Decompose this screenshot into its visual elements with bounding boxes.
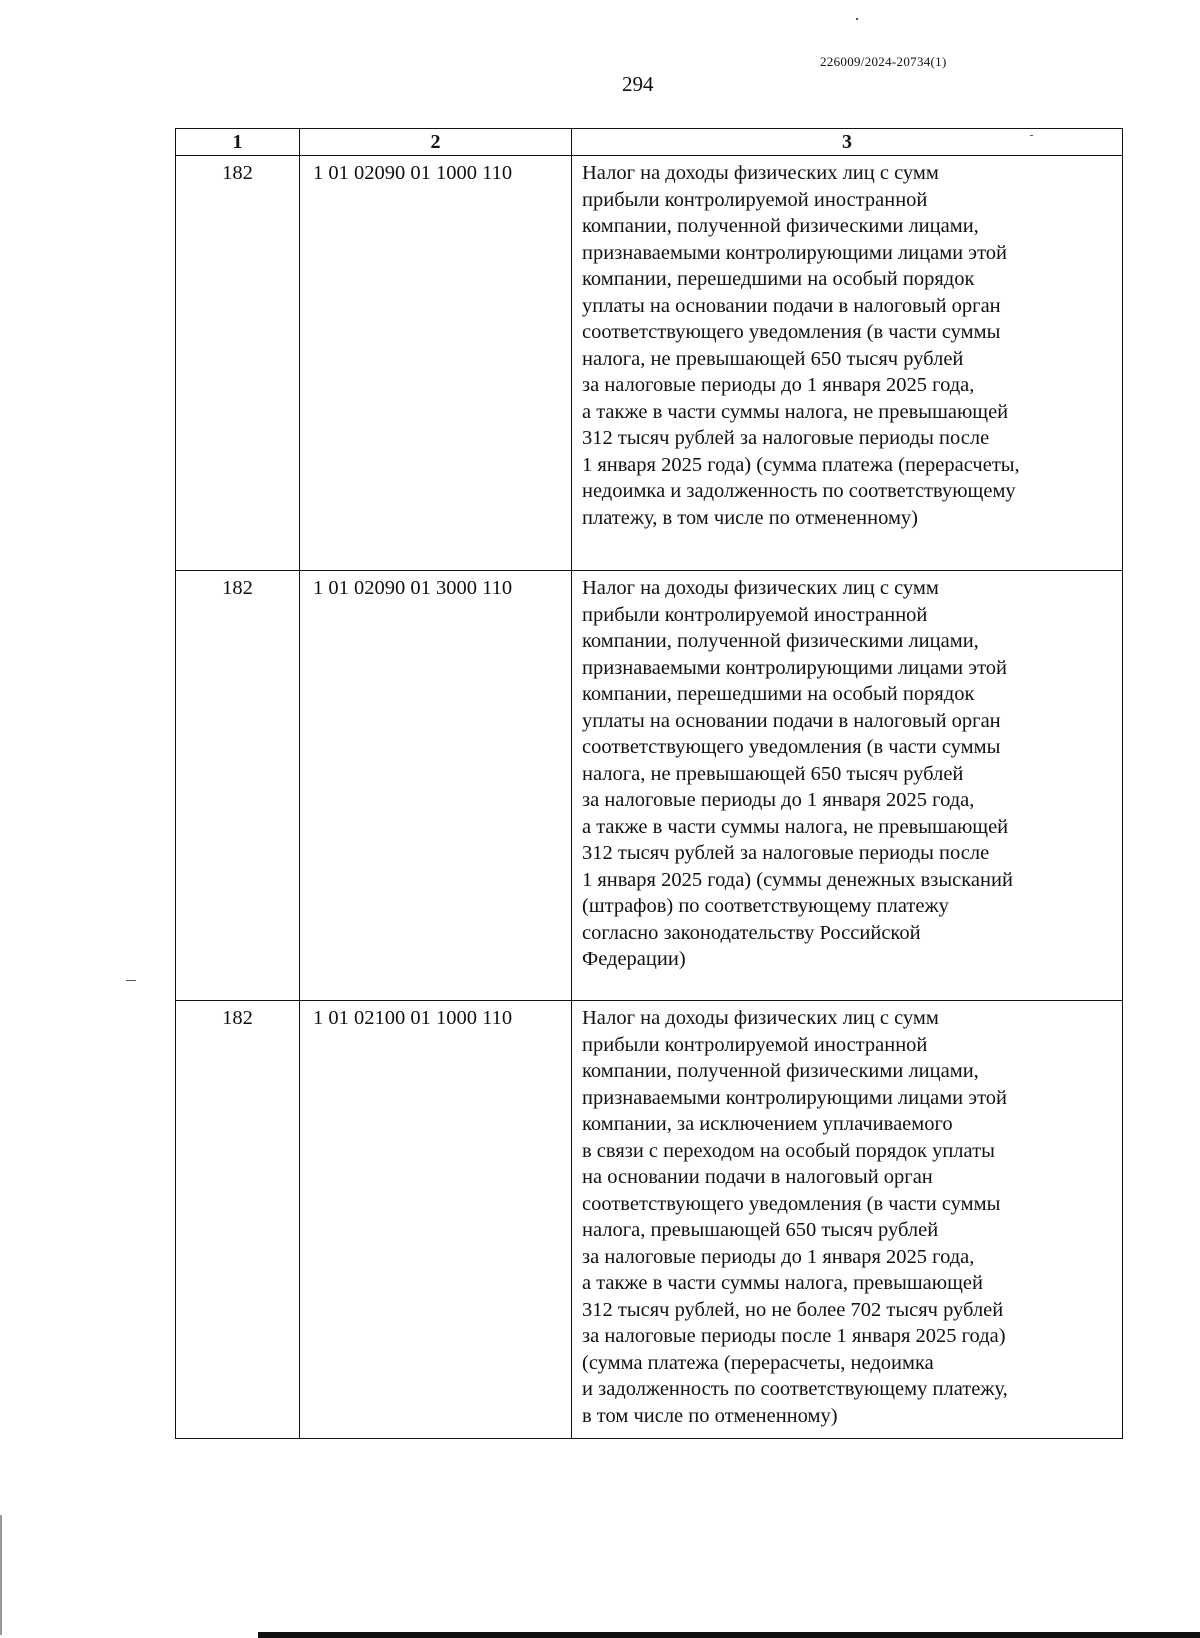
description-line: компании, полученной физическими лицами, xyxy=(582,215,979,237)
scan-speck xyxy=(126,980,136,981)
description-line: налога, не превышающей 650 тысяч рублей xyxy=(582,347,964,370)
description-line: соответствующего уведомления (в части суммы xyxy=(582,1192,1001,1215)
description-line: уплаты на основании подачи в налоговый орган xyxy=(582,709,1001,732)
kbk-code-cell: 1 01 02090 01 1000 110 xyxy=(300,156,572,571)
table-row xyxy=(176,571,1123,1001)
description-line: Налог на доходы физических лиц с сумм xyxy=(582,162,939,184)
description-line: налога, не превышающей 650 тысяч рублей xyxy=(582,762,964,785)
description-line: в том числе по отмененному) xyxy=(582,1404,838,1427)
description-line: Федерации) xyxy=(582,948,686,970)
description-line: за налоговые периоды до 1 января 2025 года, xyxy=(582,789,975,811)
table-row xyxy=(176,1001,1123,1439)
document-number: 226009/2024-20734(1) xyxy=(820,54,947,69)
table-header-row xyxy=(176,129,1123,156)
description-line: прибыли контролируемой иностранной xyxy=(582,1033,928,1056)
description-line: прибыли контролируемой иностранной xyxy=(582,188,928,211)
description-line: а также в части суммы налога, не превышающей xyxy=(582,815,1009,838)
description-line: (сумма платежа (перерасчеты, недоимка xyxy=(582,1351,934,1374)
scan-speck xyxy=(856,18,858,20)
table-row xyxy=(176,156,1123,571)
description-line: согласно законодательству Российской xyxy=(582,921,921,944)
description-line: 1 января 2025 года) (суммы денежных взысканий xyxy=(582,868,1013,891)
description-line: компании, перешедшими на особый порядок xyxy=(582,683,975,705)
kbk-code-cell: 1 01 02090 01 3000 110 xyxy=(300,571,572,1001)
description-line: платежу, в том числе по отмененному) xyxy=(582,506,918,529)
description-cell xyxy=(572,571,1123,1001)
description-line: уплаты на основании подачи в налоговый орган xyxy=(582,294,1001,317)
description-line: 312 тысяч рублей за налоговые периоды после xyxy=(582,427,990,449)
admin-code-cell: 182 xyxy=(176,156,300,571)
description-line: 312 тысяч рублей за налоговые периоды после xyxy=(582,842,990,864)
description-line: прибыли контролируемой иностранной xyxy=(582,603,928,626)
description-line: (штрафов) по соответствующему платежу xyxy=(582,895,949,917)
description-line: признаваемыми контролирующими лицами этой xyxy=(582,656,1007,679)
description-line: компании, полученной физическими лицами, xyxy=(582,630,979,652)
budget-codes-table xyxy=(175,128,1123,1439)
description-line: соответствующего уведомления (в части суммы xyxy=(582,736,1001,758)
description-line: недоимка и задолженность по соответствующему xyxy=(582,480,1016,502)
description-line: соответствующего уведомления (в части суммы xyxy=(582,321,1001,343)
description-line: признаваемыми контролирующими лицами этой xyxy=(582,241,1007,264)
description-line: компании, перешедшими на особый порядок xyxy=(582,268,975,290)
description-line: за налоговые периоды после 1 января 2025 года) xyxy=(582,1325,1006,1347)
admin-code-cell: 182 xyxy=(176,571,300,1001)
description-line: Налог на доходы физических лиц с сумм xyxy=(582,577,939,599)
description-line: 1 января 2025 года) (сумма платежа (перерасчеты, xyxy=(582,453,1020,476)
column-header-3: 3 xyxy=(572,129,1123,156)
description-line: а также в части суммы налога, не превышающей xyxy=(582,400,1009,423)
description-line: компании, за исключением уплачиваемого xyxy=(582,1113,953,1135)
description-line: и задолженность по соответствующему платежу, xyxy=(582,1378,1008,1400)
page-number: 294 xyxy=(622,72,654,96)
scan-bottom-edge xyxy=(258,1632,1200,1638)
description-line: в связи с переходом на особый порядок уплаты xyxy=(582,1139,995,1162)
description-line: на основании подачи в налоговый орган xyxy=(582,1166,933,1188)
description-line: налога, превышающей 650 тысяч рублей xyxy=(582,1219,939,1241)
description-line: за налоговые периоды до 1 января 2025 года, xyxy=(582,374,975,396)
description-line: 312 тысяч рублей, но не более 702 тысяч рублей xyxy=(582,1298,1004,1321)
description-line: Налог на доходы физических лиц с сумм xyxy=(582,1007,939,1029)
description-line: признаваемыми контролирующими лицами этой xyxy=(582,1086,1007,1109)
description-cell xyxy=(572,1001,1123,1439)
kbk-code-cell: 1 01 02100 01 1000 110 xyxy=(300,1001,572,1439)
description-line: за налоговые периоды до 1 января 2025 года, xyxy=(582,1245,975,1268)
description-line: а также в части суммы налога, превышающей xyxy=(582,1272,983,1294)
admin-code-cell: 182 xyxy=(176,1001,300,1439)
description-line: компании, полученной физическими лицами, xyxy=(582,1060,979,1082)
scan-edge-mark xyxy=(0,1515,2,1635)
description-cell xyxy=(572,156,1123,571)
column-header-1: 1 xyxy=(176,129,300,156)
column-header-2: 2 xyxy=(300,129,572,156)
